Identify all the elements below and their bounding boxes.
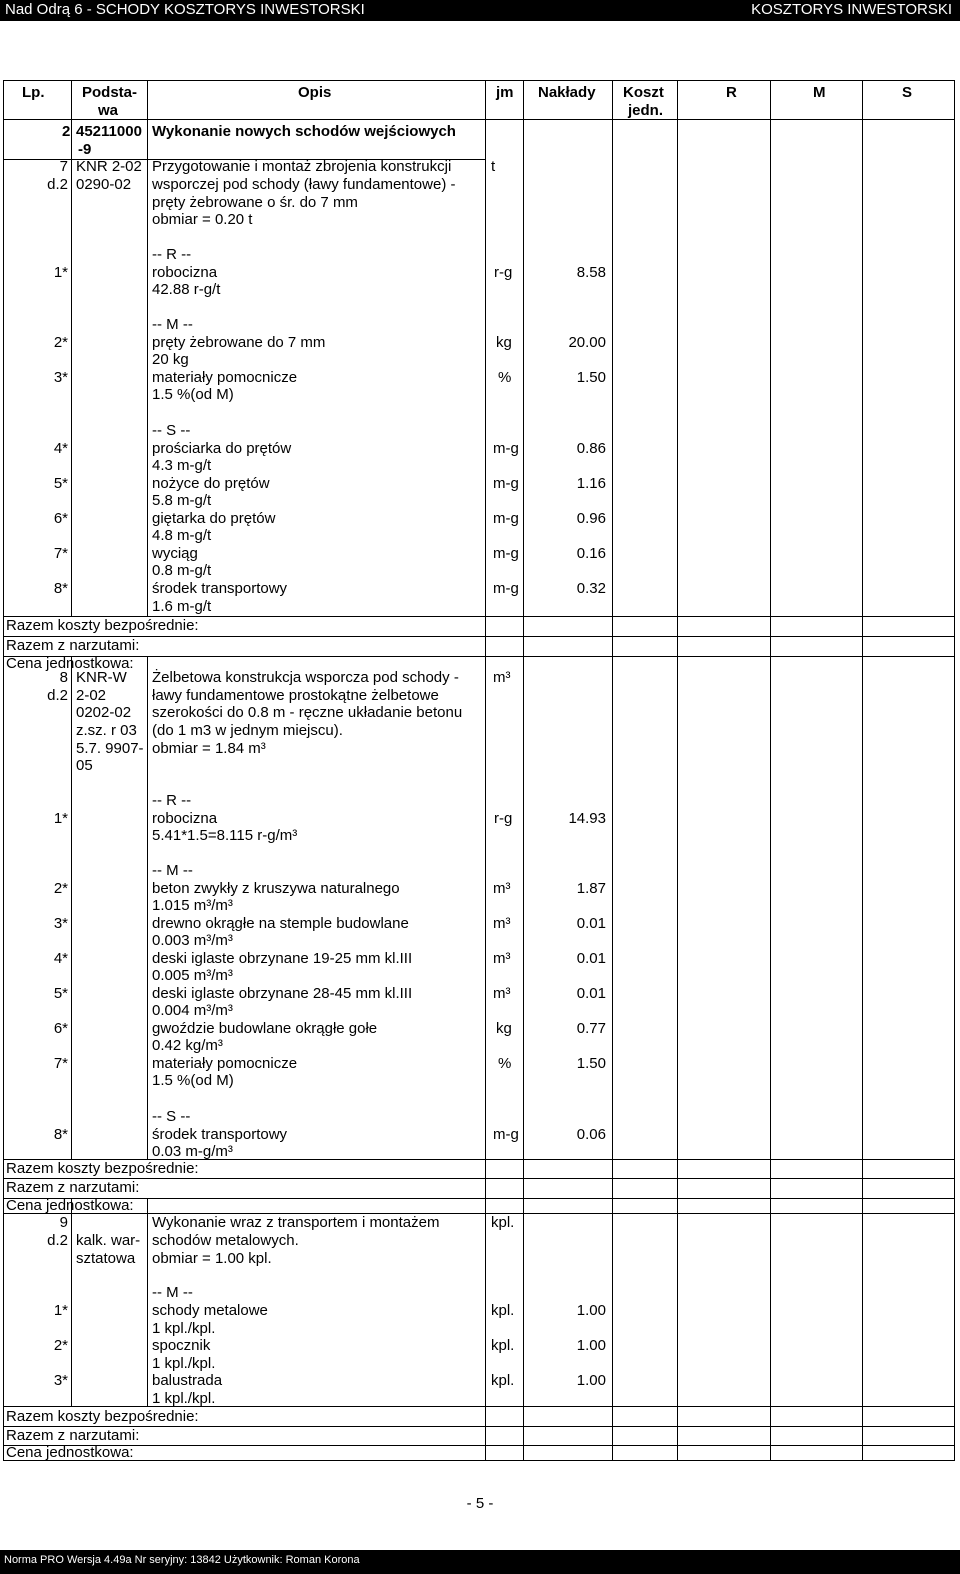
item-unit: m-g <box>493 1126 519 1143</box>
item-norm: 4.3 m-g/t <box>152 457 212 474</box>
pos7-lp: 7 <box>59 158 68 175</box>
pos8-unit: m³ <box>493 669 511 686</box>
item-no: 4* <box>53 440 68 457</box>
item-norm: 1.5 %(od M) <box>152 1072 234 1089</box>
group-header-m: -- M -- <box>152 316 193 333</box>
pos7-desc: wsporczej pod schody (ławy fundamentowe) - <box>152 176 456 193</box>
item-no: 2* <box>53 880 68 897</box>
item-no: 4* <box>53 950 68 967</box>
item-quantity: 20.00 <box>568 334 606 351</box>
pos7-basis2: 0290-02 <box>76 176 132 193</box>
item-norm: 5.41*1.5=8.115 r-g/m³ <box>152 827 298 844</box>
item-norm: 1.6 m-g/t <box>152 598 212 615</box>
item-no: 5* <box>53 475 68 492</box>
pos8-desc: ławy fundamentowe prostokątne żelbetowe <box>152 687 439 704</box>
item-no: 3* <box>53 915 68 932</box>
pos7-desc: pręty żebrowane o śr. do 7 mm <box>152 194 358 211</box>
pos7-lp2: d.2 <box>47 176 68 193</box>
item-name: gwoździe budowlane okrągłe gołe <box>152 1020 378 1037</box>
item-norm: 0.005 m³/m³ <box>152 967 233 984</box>
summary-overhead: Razem z narzutami: <box>6 1427 140 1444</box>
pos9-basis: kalk. war- <box>76 1232 141 1249</box>
item-quantity: 0.86 <box>576 440 606 457</box>
item-norm: 1 kpl./kpl. <box>152 1390 216 1407</box>
summary-direct: Razem koszty bezpośrednie: <box>6 617 199 634</box>
item-quantity: 0.96 <box>576 510 606 527</box>
item-quantity: 14.93 <box>568 810 606 827</box>
item-quantity: 8.58 <box>576 264 606 281</box>
item-norm: 0.003 m³/m³ <box>152 932 233 949</box>
item-norm: 4.8 m-g/t <box>152 527 212 544</box>
item-unit: m³ <box>493 880 511 897</box>
item-unit: m-g <box>493 580 519 597</box>
item-norm: 0.42 kg/m³ <box>152 1037 223 1054</box>
item-no: 1* <box>53 810 68 827</box>
item-norm: 0.004 m³/m³ <box>152 1002 233 1019</box>
item-quantity: 0.32 <box>576 580 606 597</box>
pos8-basis: 05 <box>76 757 93 774</box>
item-quantity: 1.50 <box>576 1055 606 1072</box>
item-no: 7* <box>53 1055 68 1072</box>
item-name: prościarka do prętów <box>152 440 292 457</box>
item-name: schody metalowe <box>152 1302 268 1319</box>
pos7-measure: obmiar = 0.20 t <box>152 211 253 228</box>
item-no: 6* <box>53 1020 68 1037</box>
item-name: drewno okrągłe na stemple budowlane <box>152 915 409 932</box>
pos8-basis: 5.7. 9907- <box>76 740 144 757</box>
pos8-desc: szerokości do 0.8 m - ręczne układanie betonu <box>152 704 463 721</box>
summary-unit-price: Cena jednostkowa: <box>6 655 134 672</box>
pos8-measure: obmiar = 1.84 m³ <box>152 740 266 757</box>
item-unit: m-g <box>493 475 519 492</box>
item-norm: 1.5 %(od M) <box>152 386 234 403</box>
pos8-desc: Żelbetowa konstrukcja wsporcza pod schody - <box>152 669 459 686</box>
col-opis: Opis <box>298 84 332 101</box>
item-norm: 42.88 r-g/t <box>152 281 221 298</box>
col-lp: Lp. <box>22 84 45 101</box>
header-subtitle: KOSZTORYS INWESTORSKI <box>751 1 952 18</box>
group-header-s: -- S -- <box>152 422 191 439</box>
pos9-measure: obmiar = 1.00 kpl. <box>152 1250 272 1267</box>
group-header-s: -- S -- <box>152 1108 191 1125</box>
item-quantity: 1.87 <box>576 880 606 897</box>
item-norm: 20 kg <box>152 351 189 368</box>
item-unit: kg <box>496 1020 512 1037</box>
item-quantity: 1.16 <box>576 475 606 492</box>
item-quantity: 0.77 <box>576 1020 606 1037</box>
item-unit: r-g <box>494 264 513 281</box>
pos9-unit: kpl. <box>491 1214 515 1231</box>
item-name: środek transportowy <box>152 580 288 597</box>
item-unit: m³ <box>493 950 511 967</box>
item-unit: m-g <box>493 545 519 562</box>
summary-direct: Razem koszty bezpośrednie: <box>6 1160 199 1177</box>
item-no: 6* <box>53 510 68 527</box>
item-name: środek transportowy <box>152 1126 288 1143</box>
pos9-basis: sztatowa <box>76 1250 136 1267</box>
page-number: - 5 - <box>466 1495 494 1512</box>
item-name: robocizna <box>152 264 218 281</box>
item-quantity: 0.06 <box>576 1126 606 1143</box>
item-name: beton zwykły z kruszywa naturalnego <box>152 880 400 897</box>
pos9-lp: 9 <box>59 1214 68 1231</box>
item-unit: m-g <box>493 440 519 457</box>
col-jm: jm <box>496 84 514 101</box>
item-unit: r-g <box>494 810 513 827</box>
col-naklady: Nakłady <box>538 84 596 101</box>
item-norm: 1 kpl./kpl. <box>152 1355 216 1372</box>
item-name: giętarka do prętów <box>152 510 276 527</box>
col-r: R <box>726 84 737 101</box>
pos8-lp: 8 <box>59 669 68 686</box>
col-s: S <box>902 84 913 101</box>
item-no: 2* <box>53 334 68 351</box>
item-no: 7* <box>53 545 68 562</box>
item-quantity: 1.00 <box>576 1337 606 1354</box>
item-unit: % <box>498 369 512 386</box>
item-no: 3* <box>53 369 68 386</box>
item-quantity: 0.16 <box>576 545 606 562</box>
item-norm: 0.03 m-g/m³ <box>152 1143 233 1160</box>
section-title: Wykonanie nowych schodów wejściowych <box>152 123 456 140</box>
pos8-basis: 0202-02 <box>76 704 132 721</box>
footer-text: Norma PRO Wersja 4.49a Nr seryjny: 13842 Użytkownik: Roman Korona <box>4 1554 360 1566</box>
section-code: 45211000 <box>76 123 142 140</box>
item-norm: 1.015 m³/m³ <box>152 897 233 914</box>
pos8-basis: KNR-W <box>76 669 127 686</box>
item-name: deski iglaste obrzynane 19-25 mm kl.III <box>152 950 413 967</box>
item-no: 1* <box>53 1302 68 1319</box>
pos8-desc: (do 1 m3 w jednym miejscu). <box>152 722 343 739</box>
item-unit: kpl. <box>491 1337 515 1354</box>
pos9-desc: Wykonanie wraz z transportem i montażem <box>152 1214 440 1231</box>
item-name: robocizna <box>152 810 218 827</box>
col-koszt-cont: jedn. <box>628 102 664 119</box>
col-podstawa: Podsta- <box>82 84 138 101</box>
document-footer <box>0 1550 960 1574</box>
pos7-desc: Przygotowanie i montaż zbrojenia konstrukcji <box>152 158 452 175</box>
pos8-basis: 2-02 <box>76 687 107 704</box>
item-unit: kpl. <box>491 1302 515 1319</box>
item-no: 3* <box>53 1372 68 1389</box>
item-quantity: 0.01 <box>576 915 606 932</box>
item-norm: 0.8 m-g/t <box>152 562 212 579</box>
item-name: materiały pomocnicze <box>152 1055 298 1072</box>
pos7-basis: KNR 2-02 <box>76 158 142 175</box>
item-name: pręty żebrowane do 7 mm <box>152 334 326 351</box>
summary-overhead: Razem z narzutami: <box>6 1179 140 1196</box>
item-no: 8* <box>53 580 68 597</box>
document-header <box>0 0 960 21</box>
group-header-r: -- R -- <box>152 246 192 263</box>
item-unit: % <box>498 1055 512 1072</box>
item-name: spocznik <box>152 1337 211 1354</box>
section-lp: 2 <box>62 123 71 140</box>
group-header-m: -- M -- <box>152 1284 193 1301</box>
item-unit: kg <box>496 334 512 351</box>
item-quantity: 0.01 <box>576 950 606 967</box>
group-header-r: -- R -- <box>152 792 192 809</box>
item-quantity: 0.01 <box>576 985 606 1002</box>
pos9-desc: schodów metalowych. <box>152 1232 299 1249</box>
item-no: 2* <box>53 1337 68 1354</box>
col-podstawa-cont: wa <box>98 102 119 119</box>
item-unit: m³ <box>493 985 511 1002</box>
col-koszt: Koszt <box>623 84 664 101</box>
summary-unit-price: Cena jednostkowa: <box>6 1197 134 1214</box>
item-quantity: 1.00 <box>576 1302 606 1319</box>
item-unit: kpl. <box>491 1372 515 1389</box>
item-no: 1* <box>53 264 68 281</box>
section-code-cont: -9 <box>78 141 92 158</box>
pos8-basis: z.sz. r 03 <box>76 722 137 739</box>
summary-unit-price: Cena jednostkowa: <box>6 1444 134 1461</box>
header-title: Nad Odrą 6 - SCHODY KOSZTORYS INWESTORSKI <box>5 1 365 18</box>
item-no: 5* <box>53 985 68 1002</box>
item-quantity: 1.00 <box>576 1372 606 1389</box>
item-unit: m-g <box>493 510 519 527</box>
item-name: nożyce do prętów <box>152 475 270 492</box>
summary-direct: Razem koszty bezpośrednie: <box>6 1408 199 1425</box>
pos7-unit: t <box>491 158 496 175</box>
item-norm: 5.8 m-g/t <box>152 492 212 509</box>
item-no: 8* <box>53 1126 68 1143</box>
item-unit: m³ <box>493 915 511 932</box>
item-name: deski iglaste obrzynane 28-45 mm kl.III <box>152 985 413 1002</box>
col-m: M <box>813 84 826 101</box>
group-header-m: -- M -- <box>152 862 193 879</box>
item-quantity: 1.50 <box>576 369 606 386</box>
item-norm: 1 kpl./kpl. <box>152 1320 216 1337</box>
item-name: balustrada <box>152 1372 223 1389</box>
summary-overhead: Razem z narzutami: <box>6 637 140 654</box>
item-name: materiały pomocnicze <box>152 369 298 386</box>
pos9-lp2: d.2 <box>47 1232 68 1249</box>
item-name: wyciąg <box>152 545 198 562</box>
pos8-lp2: d.2 <box>47 687 68 704</box>
